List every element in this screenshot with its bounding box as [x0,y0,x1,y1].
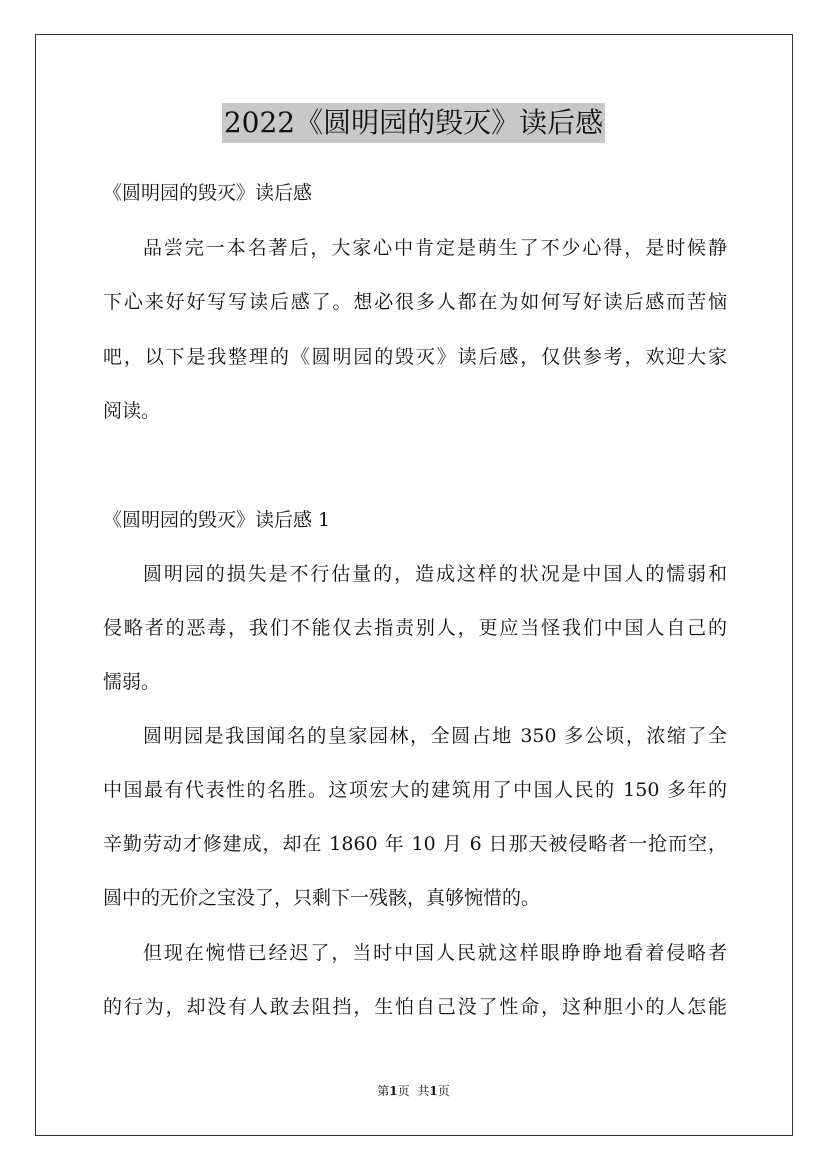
intro-line: 吧，以下是我整理的《圆明园的毁灭》读后感，仅供参考，欢迎大家 [103,346,727,368]
paragraph-line: 中国最有代表性的名胜。这项宏大的建筑用了中国人民的 150 多年的 [103,779,727,801]
page-footer [0,1083,827,1099]
intro-line: 阅读。 [103,400,161,422]
total-label-suffix: 页 [437,1084,450,1098]
intro-line: 品尝完一本名著后，大家心中肯定是萌生了不少心得，是时候静 [143,237,727,259]
intro-heading: 《圆明园的毁灭》读后感 [103,182,313,204]
paragraph-line: 圆明园的损失是不行估量的，造成这样的状况是中国人的懦弱和 [143,563,727,585]
paragraph-line: 的行为，却没有人敢去阻挡，生怕自己没了性命，这种胆小的人怎能 [103,996,727,1018]
paragraph-line: 懦弱。 [103,671,161,693]
page-label-prefix: 第 [377,1084,390,1098]
total-pages: 1 [429,1084,438,1098]
section-heading-1: 《圆明园的毁灭》读后感 1 [103,509,331,531]
title-container [0,103,827,143]
paragraph-line: 辛勤劳动才修建成，却在 1860 年 10 月 6 日那天被侵略者一抢而空， [103,833,727,855]
paragraph-line: 侵略者的恶毒，我们不能仅去指责别人，更应当怪我们中国人自己的 [103,617,727,639]
paragraph-line: 圆明园是我国闻名的皇家园林，全圆占地 350 多公顷，浓缩了全 [143,725,727,747]
document-title: 2022《圆明园的毁灭》读后感 [222,103,605,143]
total-label-prefix: 共 [417,1084,430,1098]
intro-line: 下心来好好写写读后感了。想必很多人都在为如何写好读后感而苦恼 [103,291,727,313]
paragraph-line: 圆中的无价之宝没了，只剩下一残骸，真够惋惜的。 [103,887,541,909]
page-label-suffix: 页 [397,1084,410,1098]
page-number: 1 [389,1084,398,1098]
paragraph-line: 但现在惋惜已经迟了，当时中国人民就这样眼睁睁地看着侵略者 [143,942,727,964]
